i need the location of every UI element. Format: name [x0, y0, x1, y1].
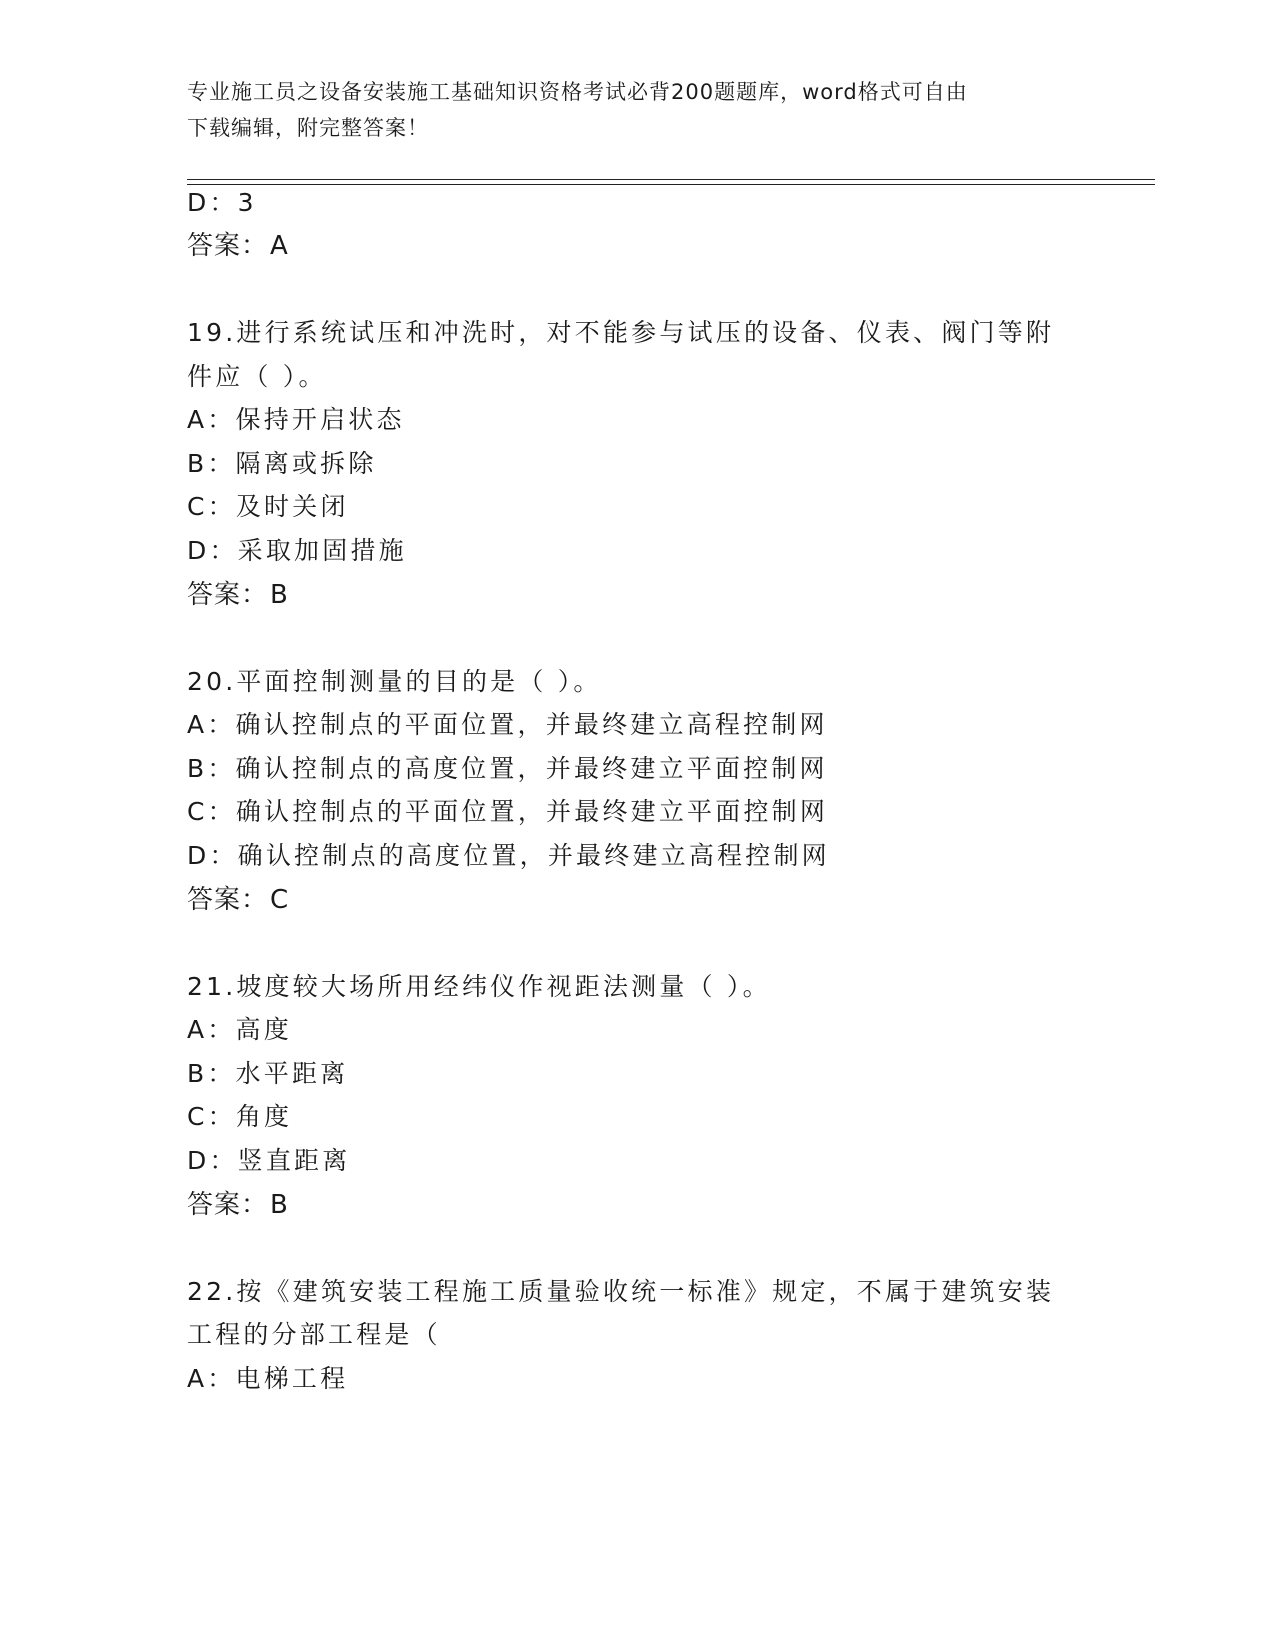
q21-option-d: D：竖直距离	[187, 1146, 351, 1175]
q21-option-b: B：水平距离	[187, 1059, 349, 1088]
q18-answer	[187, 231, 289, 261]
header-divider-top	[187, 179, 1155, 180]
q19-option-d: D：采取加固措施	[187, 536, 407, 565]
q20-option-d: D：确认控制点的高度位置，并最终建立高程控制网	[187, 841, 830, 870]
answer-value: A	[270, 231, 289, 261]
answer-value: B	[270, 580, 289, 610]
q21-option-a: A：高度	[187, 1015, 292, 1044]
q22-stem-line-1: 22.按《建筑安装工程施工质量验收统一标准》规定，不属于建筑安装	[187, 1277, 1055, 1306]
q22-option-a: A：电梯工程	[187, 1364, 349, 1393]
q20-option-a: A：确认控制点的平面位置，并最终建立高程控制网	[187, 710, 828, 739]
header-divider-bottom	[187, 184, 1155, 185]
q21-option-c: C：角度	[187, 1102, 293, 1131]
q18-option-d: D：3	[187, 188, 257, 217]
q21-stem-line-1: 21.坡度较大场所用经纬仪作视距法测量（ ）。	[187, 972, 771, 1001]
header-title-line-1: 专业施工员之设备安装施工基础知识资格考试必背200题题库，word格式可自由	[187, 80, 968, 104]
q19-answer	[187, 580, 289, 610]
q19-option-b: B：隔离或拆除	[187, 449, 377, 478]
answer-label: 答案：	[187, 231, 269, 261]
q19-option-a: A：保持开启状态	[187, 405, 405, 434]
header-title-line-2: 下载编辑，附完整答案！	[187, 116, 429, 140]
q19-stem-line-2: 件应（ ）。	[187, 362, 327, 391]
q21-answer	[187, 1190, 289, 1220]
answer-value: C	[270, 885, 290, 915]
q20-answer	[187, 885, 289, 915]
q20-stem-line-1: 20.平面控制测量的目的是（ ）。	[187, 667, 602, 696]
q19-stem-line-1: 19.进行系统试压和冲洗时，对不能参与试压的设备、仪表、阀门等附	[187, 318, 1055, 347]
document-header	[187, 74, 1087, 146]
q19-option-c: C：及时关闭	[187, 492, 349, 521]
answer-value: B	[270, 1190, 289, 1220]
q20-option-c: C：确认控制点的平面位置，并最终建立平面控制网	[187, 797, 829, 826]
answer-label: 答案：	[187, 885, 269, 915]
answer-label: 答案：	[187, 1190, 269, 1220]
q22-stem-line-2: 工程的分部工程是（	[187, 1320, 441, 1349]
answer-label: 答案：	[187, 580, 269, 610]
q20-option-b: B：确认控制点的高度位置，并最终建立平面控制网	[187, 754, 828, 783]
